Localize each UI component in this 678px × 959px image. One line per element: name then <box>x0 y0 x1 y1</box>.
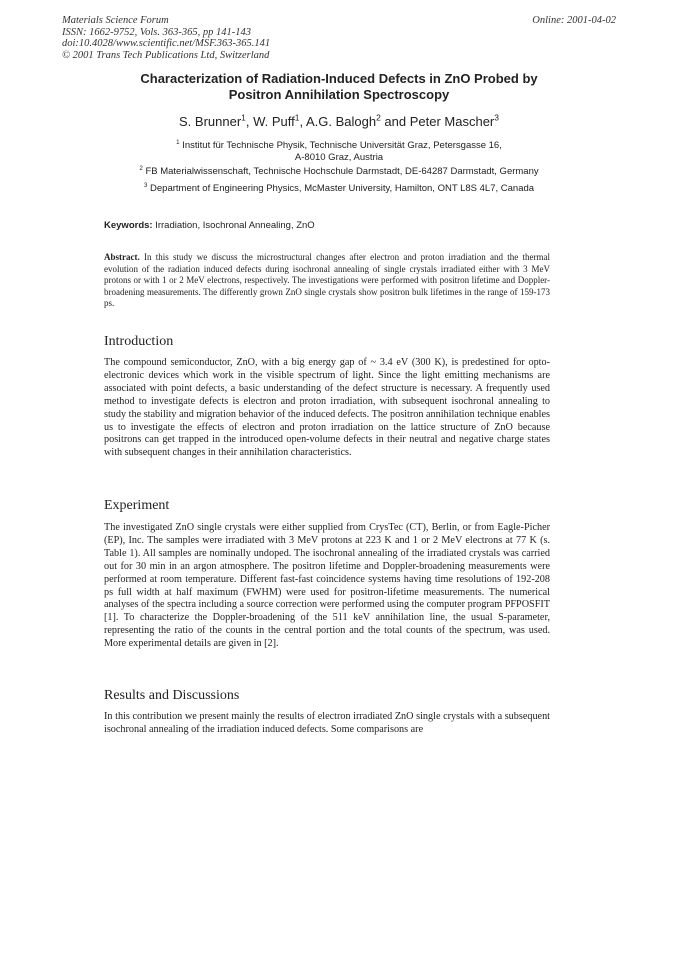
section-heading-results: Results and Discussions <box>104 688 240 703</box>
affil-line: Institut für Technische Physik, Technische Universität Graz, Petersgasse 16, <box>182 140 502 151</box>
keywords-text: Irradiation, Isochronal Annealing, ZnO <box>155 220 315 231</box>
affil-mark: 1 <box>176 138 180 146</box>
affil-line: A-8010 Graz, Austria <box>294 152 384 163</box>
author-affil-mark: 2 <box>376 112 381 123</box>
affiliation-2 <box>104 166 574 178</box>
copyright-line: © 2001 Trans Tech Publications Ltd, Switzerland <box>62 49 270 61</box>
title-line-2: Positron Annihilation Spectroscopy <box>228 87 450 102</box>
affil-mark: 3 <box>143 181 148 189</box>
title-line-1: Characterization of Radiation-Induced Defects in ZnO Probed by <box>140 71 538 86</box>
journal-name: Materials Science Forum <box>62 15 169 26</box>
section-heading-experiment: Experiment <box>104 498 170 513</box>
author-separator: and <box>380 114 410 129</box>
abstract-label: Abstract. <box>104 252 140 262</box>
affiliation-3 <box>104 183 574 195</box>
affil-line: Department of Engineering Physics, McMaster University, Hamilton, ONT L8S 4L7, Canada <box>150 183 535 194</box>
author-affil-mark: 1 <box>294 112 300 123</box>
affiliation-1 <box>104 140 574 164</box>
results-paragraph: In this contribution we present mainly the results of electron irradiated ZnO single crystals with a subsequent isochronal annealing of the irradiation induced defects. Some comparisons are <box>104 711 550 735</box>
affil-mark: 2 <box>139 164 143 172</box>
author-separator: , <box>245 114 254 129</box>
abstract-text: In this study we discuss the microstructural changes after electron and proton irradiation and the thermal evolution of the radiation induced defects during isochronal annealing of single crystals irradiated either with 3 MeV protons or with 1 or 2 MeV electrons, respectively. The investigations were performed with positron lifetime and Doppler-broadening measurements. The differently grown ZnO single crystals show positron bulk lifetimes in the range of 159-173 ps. <box>104 252 551 309</box>
keywords <box>104 220 315 231</box>
introduction-paragraph: The compound semiconductor, ZnO, with a big energy gap of ~ 3.4 eV (300 K), is predestined for opto-electronic devices which work in the visible spectrum of light. Since the light emitting mechanisms are associated with point defects, a basic understanding of the defect structure is necessary. A frequently used method to investigate defects is electron and proton irradiation, with subsequent isochronal annealing to study the stability and migration behavior of the induced defects. The positron annihilation technique enables us to investigate the effects of electron and proton irradiation on the lattice structure of ZnO because positrons can get trapped in the introduced open-volume defects in their neutral and negative charge states with subsequent changes in their annihilation characteristics. <box>104 357 550 459</box>
journal-header <box>62 15 270 61</box>
experiment-paragraph: The investigated ZnO single crystals were either supplied from CrysTec (CT), Berlin, or from Eagle-Picher (EP), Inc. The samples were irradiated with 3 MeV protons at 223 K and 1 or 2 MeV electrons at 77 K (s. Table 1). All samples are nominally undoped. The isochronal annealing of the irradiated crystals was carried out for 30 min in an argon atmosphere. The positron lifetime and Doppler-broadening measurements were performed at room temperature. Different fast-fast coincidence systems having time resolutions of 192-208 ps full width at half maximum (FWHM) were used for positron-lifetime measurements. The numerical analyses of the spectra including a source correction were performed using the computer program PFPOSFIT [1]. To characterize the Doppler-broadening of the 511 keV annihilation line, the usual S-parameter, representing the ratio of the counts in the central portion and the total counts of the spectrum, was used. More experimental details are given in [2]. <box>104 522 550 650</box>
issn-line[interactable]: ISSN: 1662-9752, Vols. 363-365, pp 141-143 <box>62 26 251 38</box>
online-date: Online: 2001-04-02 <box>532 15 616 26</box>
author-separator: , <box>299 114 306 129</box>
section-heading-introduction: Introduction <box>104 334 174 349</box>
author-affil-mark: 3 <box>494 112 499 123</box>
affil-line: FB Materialwissenschaft, Technische Hochschule Darmstadt, DE-64287 Darmstadt, Germany <box>145 166 539 177</box>
author-list <box>104 114 574 129</box>
author-name: Peter Mascher <box>409 114 495 129</box>
keywords-label: Keywords: <box>104 220 153 231</box>
abstract <box>104 252 550 310</box>
author-name: S. Brunner <box>179 114 242 129</box>
doi-line[interactable]: doi:10.4028/www.scientific.net/MSF.363-365.141 <box>62 38 271 49</box>
author-name: A.G. Balogh <box>306 114 377 129</box>
paper-title <box>104 71 574 103</box>
author-affil-mark: 1 <box>241 112 246 123</box>
author-name: W. Puff <box>253 114 295 129</box>
